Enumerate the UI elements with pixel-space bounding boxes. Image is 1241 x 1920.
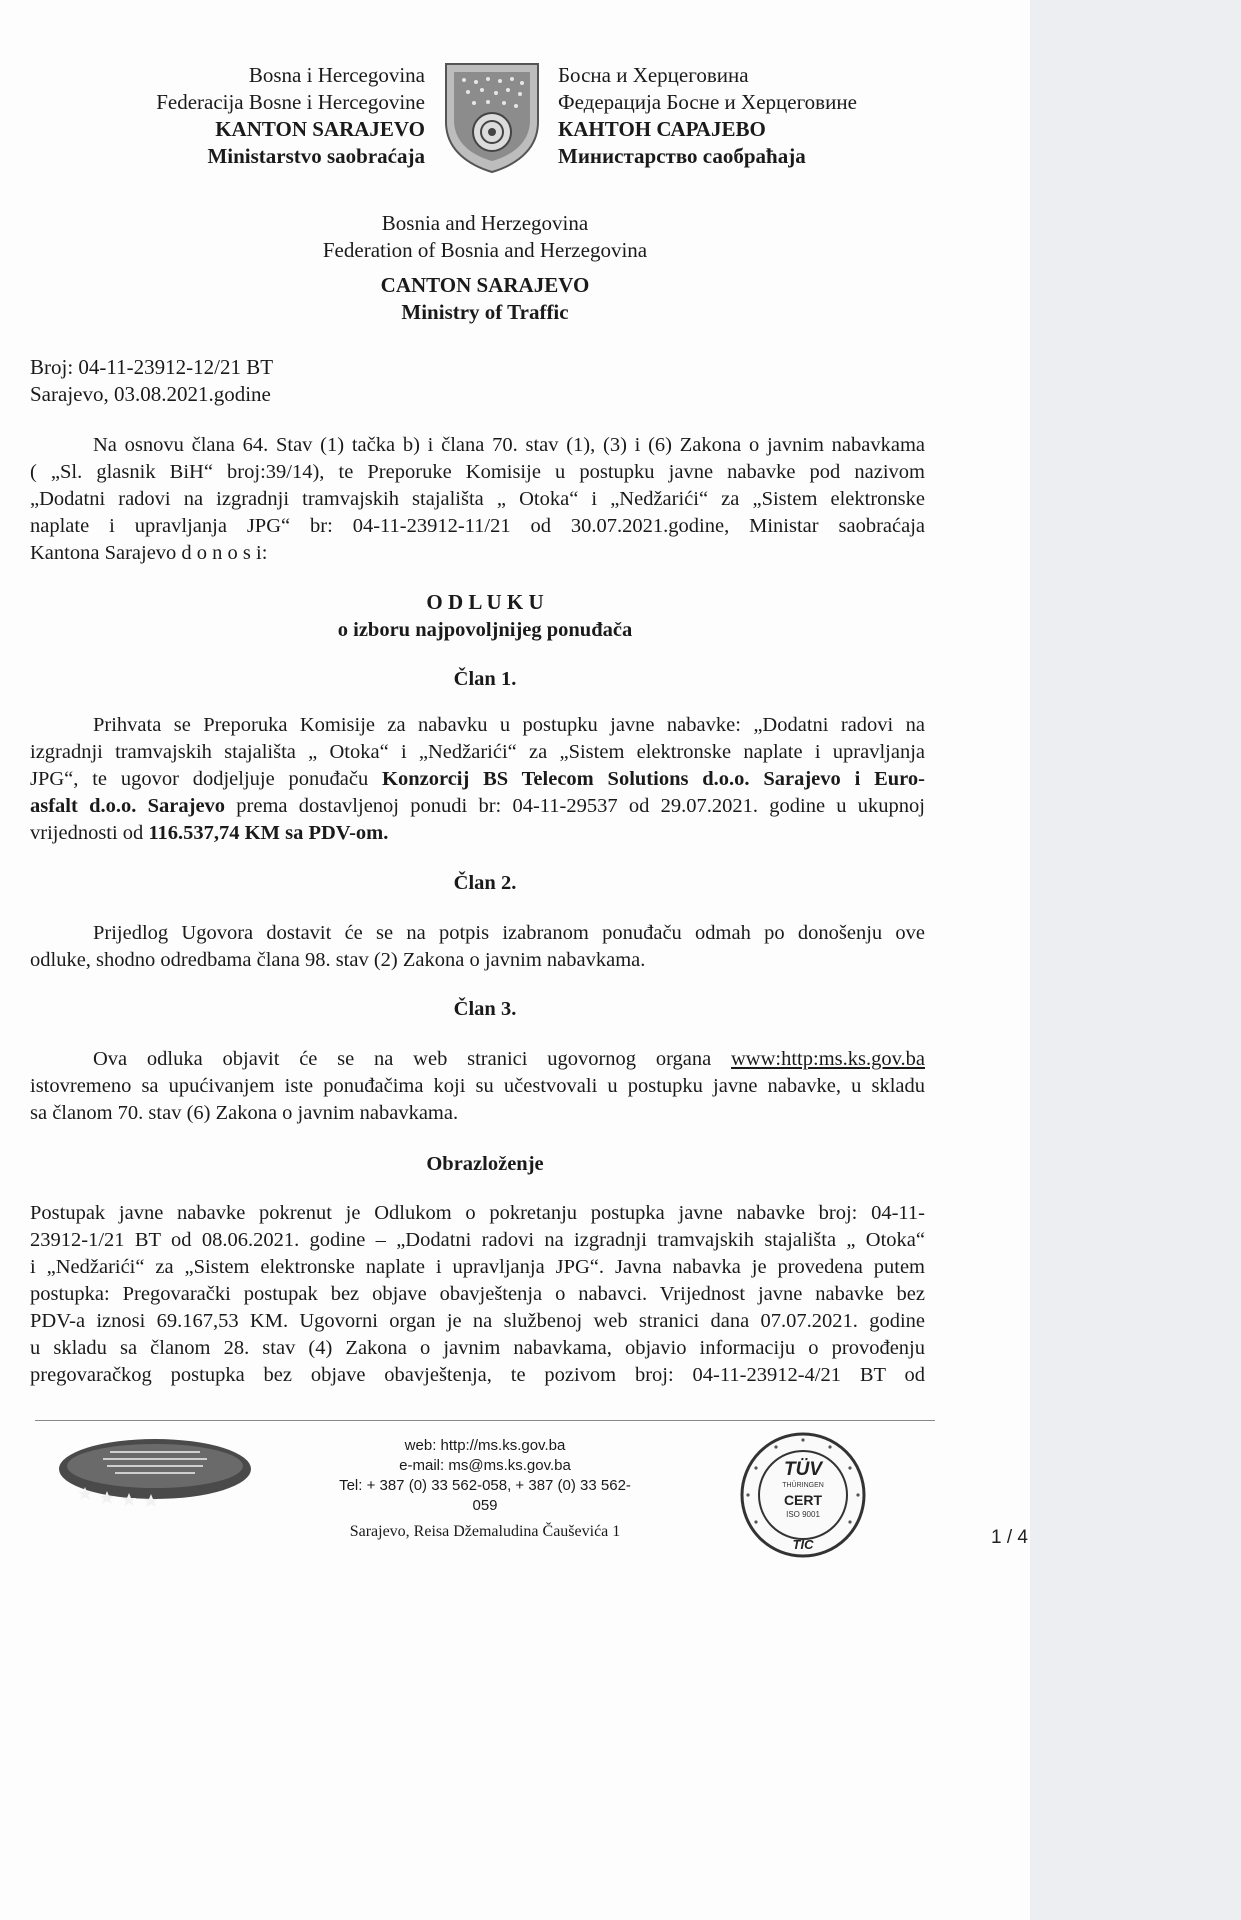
footer-phone-cont: 059 <box>472 1497 498 1514</box>
header-left-line-4: Ministarstvo saobraćaja <box>207 144 425 168</box>
header-right-line-3: КАНТОН САРАЈЕВО <box>558 117 766 141</box>
article-2-line: odluke, shodno odredbama člana 98. stav (2) Zakona o javnim nabavkama. <box>30 949 646 971</box>
intro-line: „Dodatni radovi na izgradnji tramvajskih stajališta „ Otoka“ i „Nedžarići“ za „Sistem elektronske <box>30 488 925 510</box>
article-1-text-part: JPG“, te ugovor dodjeljuje ponuđaču <box>30 768 383 790</box>
footer-phone: Tel: + 387 (0) 33 562-058, + 387 (0) 33 562- <box>339 1477 631 1494</box>
article-1-text-part: prema dostavljenoj ponudi br: 04-11-29537 od 29.07.2021. godine u ukupnoj <box>225 795 926 817</box>
footer-web[interactable]: web: http://ms.ks.gov.ba <box>404 1437 566 1454</box>
seal-cert-word: CERT <box>783 1492 823 1508</box>
article-2-line: Prijedlog Ugovora dostavit će se na potpis izabranom ponuđaču odmah po donošenju ove <box>93 922 925 944</box>
article-1-line <box>30 793 925 820</box>
header-right-line-4: Министарство саобраћаја <box>558 144 806 168</box>
reasoning-line: 23912-1/21 BT od 08.06.2021. godine – „Dodatni radovi na izgradnji tramvajskih stajališta „ Otoka“ <box>30 1229 925 1251</box>
header-left-line-1: Bosna i Hercegovina <box>248 63 425 87</box>
europe-region-emblem-icon <box>55 1435 255 1507</box>
reference-block <box>30 354 430 408</box>
ministry-website-link[interactable]: www:http:ms.ks.gov.ba <box>731 1048 925 1070</box>
seal-tic: TIC <box>792 1537 814 1552</box>
article-1-line: Prihvata se Preporuka Komisije za nabavku u postupku javne nabavke: „Dodatni radovi na <box>93 714 925 736</box>
footer-divider <box>35 1420 935 1421</box>
tuv-certification-seal <box>738 1430 868 1560</box>
coat-of-arms-icon <box>442 60 542 175</box>
viewer-sidebar <box>991 0 1241 1920</box>
article-1-line <box>30 766 925 793</box>
reasoning-line: PDV-a iznosi 69.167,53 KM. Ugovorni organ je na službenoj web stranici dana 07.07.2021. godine <box>30 1310 925 1332</box>
reasoning-heading: Obrazloženje <box>426 1153 544 1175</box>
seal-iso: ISO 9001 <box>786 1510 820 1519</box>
header-right <box>558 62 958 170</box>
reasoning-line: i „Nedžarići“ za „Sistem elektronske naplate i upravljanja JPG“. Javna nabavka je provedena putem <box>30 1256 925 1278</box>
header-left <box>60 62 425 170</box>
seal-brand: TÜV <box>784 1459 822 1480</box>
reasoning-line: u skladu sa članom 28. stav (4) Zakona o javnim nabavkama, objavio informaciju o provođenju <box>30 1337 925 1359</box>
decision-subtitle: o izboru najpovoljnijeg ponuđača <box>337 619 633 641</box>
header-center-line-2: Federation of Bosnia and Herzegovina <box>322 238 648 262</box>
article-2-heading: Član 2. <box>453 872 517 894</box>
header-left-line-3: KANTON SARAJEVO <box>215 117 425 141</box>
intro-line: ( „Sl. glasnik BiH“ broj:39/14), te Preporuke Komisije u postupku javne nabavke pod nazivom <box>30 461 925 483</box>
article-3-heading: Član 3. <box>453 998 517 1020</box>
header-center-line-1: Bosnia and Herzegovina <box>381 211 589 235</box>
article-1-heading: Član 1. <box>453 668 517 690</box>
contractor-name-cont: asfalt d.o.o. Sarajevo <box>30 795 226 817</box>
header-right-line-2: Федерација Босне и Херцеговине <box>558 90 857 114</box>
reasoning-line: postupka: Pregovarački postupak bez objave obavještenja o nabavci. Vrijednost javne nabavke bez <box>30 1283 925 1305</box>
page-indicator: 1 / 4 <box>991 1527 1028 1548</box>
article-3-text <box>30 1046 925 1127</box>
seal-subtitle: THÜRINGEN <box>782 1482 824 1489</box>
footer-email[interactable]: e-mail: ms@ms.ks.gov.ba <box>399 1457 571 1474</box>
header-center-line-3: CANTON SARAJEVO <box>380 273 590 297</box>
header-right-line-1: Босна и Херцеговина <box>558 63 749 87</box>
article-3-line: istovremeno sa upućivanjem iste ponuđačima koji su učestvovali u postupku javne nabavke, u skladu <box>30 1075 925 1097</box>
footer-address: Sarajevo, Reisa Džemaludina Čauševića 1 <box>349 1523 621 1540</box>
article-2-text <box>30 920 925 974</box>
reasoning-line: Postupak javne nabavke pokrenut je Odlukom o pokretanju postupka javne nabavke broj: 04-11- <box>30 1202 925 1224</box>
article-1-text-part: vrijednosti od <box>30 822 149 844</box>
header-left-line-2: Federacija Bosne i Hercegovine <box>156 90 425 114</box>
contractor-name: Konzorcij BS Telecom Solutions d.o.o. Sarajevo i Euro- <box>382 768 925 790</box>
reasoning-text <box>30 1200 925 1389</box>
header-center <box>180 210 790 264</box>
header-center-line-4: Ministry of Traffic <box>401 300 569 324</box>
contract-value: 116.537,74 KM sa PDV-om. <box>148 822 389 844</box>
article-3-line <box>30 1046 925 1073</box>
intro-line: Kantona Sarajevo d o n o s i: <box>30 542 268 564</box>
article-3-text-part: Ova odluka objavit će se na web stranici ugovornog organa <box>93 1048 731 1070</box>
article-1-line <box>30 820 925 847</box>
reference-date: Sarajevo, 03.08.2021.godine <box>30 382 271 406</box>
reasoning-line: pregovaračkog postupka bez objave obavještenja, te pozivom broj: 04-11-23912-4/21 BT od <box>30 1364 925 1386</box>
article-1-text <box>30 712 925 847</box>
footer-contact <box>300 1436 670 1542</box>
intro-line: Na osnovu člana 64. Stav (1) tačka b) i člana 70. stav (1), (3) i (6) Zakona o javnim nabavkama <box>93 434 925 456</box>
header-center-bold <box>180 272 790 326</box>
article-1-line: izgradnji tramvajskih stajališta „ Otoka“ i „Nedžarići“ za „Sistem elektronske naplate i upravljanja <box>30 741 925 763</box>
reference-number: Broj: 04-11-23912-12/21 BT <box>30 355 274 379</box>
decision-title: O D L U K U <box>426 590 544 614</box>
intro-paragraph <box>30 432 925 567</box>
intro-line: naplate i upravljanja JPG“ br: 04-11-23912-11/21 od 30.07.2021.godine, Ministar saobraćaja <box>30 515 925 537</box>
article-3-line: sa članom 70. stav (6) Zakona o javnim nabavkama. <box>30 1102 459 1124</box>
